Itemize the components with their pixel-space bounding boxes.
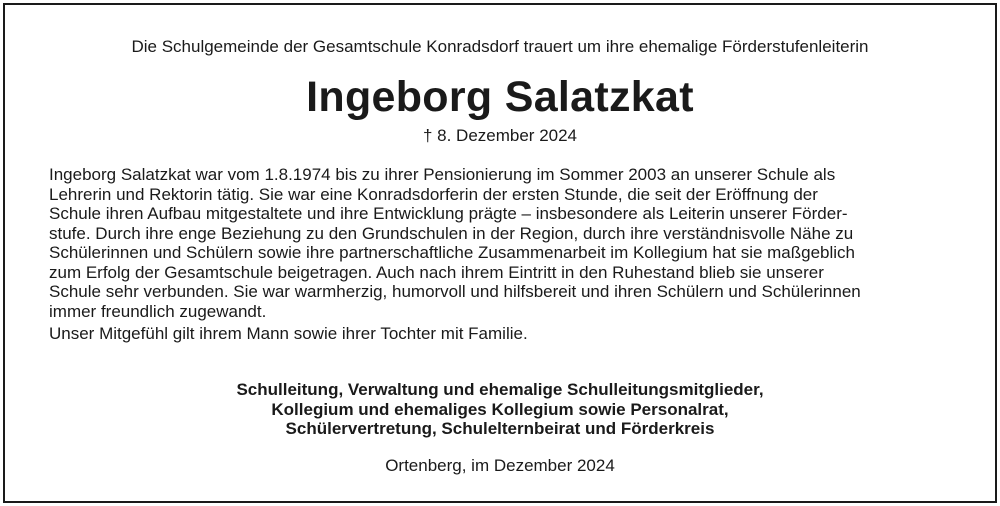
death-date: † 8. Dezember 2024 (422, 126, 578, 145)
body-line: Lehrerin und Rektorin tätig. Sie war eine Konradsdorferin der ersten Stunde, die seit der Eröffnung der (49, 184, 818, 204)
body-line: Ingeborg Salatzkat war vom 1.8.1974 bis zu ihrer Pensionierung im Sommer 2003 an unserer Schule als (49, 165, 836, 184)
body-line: Schule sehr verbunden. Sie war warmherzig, humorvoll und hilfsbereit und ihren Schülern und Schülerinnen (49, 282, 861, 301)
obituary-body (49, 165, 949, 344)
body-line: Schule ihren Aufbau mitgestaltete und ihre Entwicklung prägte – insbesondere als Leiterin unserer Förder- (49, 204, 848, 223)
condolence-sentence: Unser Mitgefühl gilt ihrem Mann sowie ihrer Tochter mit Familie. (49, 324, 528, 343)
signers-block (5, 380, 995, 439)
signer-line: Schülervertretung, Schulelternbeirat und Förderkreis (285, 419, 715, 438)
obituary-notice (3, 3, 997, 503)
deceased-name: Ingeborg Salatzkat (306, 73, 694, 121)
signer-line: Schulleitung, Verwaltung und ehemalige Schulleitungsmitglieder, (236, 380, 764, 399)
body-line: stufe. Durch ihre enge Beziehung zu den Grundschulen in der Region, durch ihre verständnisvolle Nähe zu (49, 223, 854, 243)
body-line: immer freundlich zugewandt. (49, 301, 267, 321)
place-and-date: Ortenberg, im Dezember 2024 (385, 456, 615, 475)
body-line: zum Erfolg der Gesamtschule beigetragen. Auch nach ihrem Eintritt in den Ruhestand blieb sie unserer (49, 262, 824, 282)
intro-text: Die Schulgemeinde der Gesamtschule Konradsdorf trauert um ihre ehemalige Förderstufenleiterin (131, 37, 869, 56)
signer-line: Kollegium und ehemaliges Kollegium sowie Personalrat, (271, 399, 729, 419)
body-line: Schülerinnen und Schülern sowie ihre partnerschaftliche Zusammenarbeit im Kollegium hat sie maßgeblich (49, 243, 856, 262)
